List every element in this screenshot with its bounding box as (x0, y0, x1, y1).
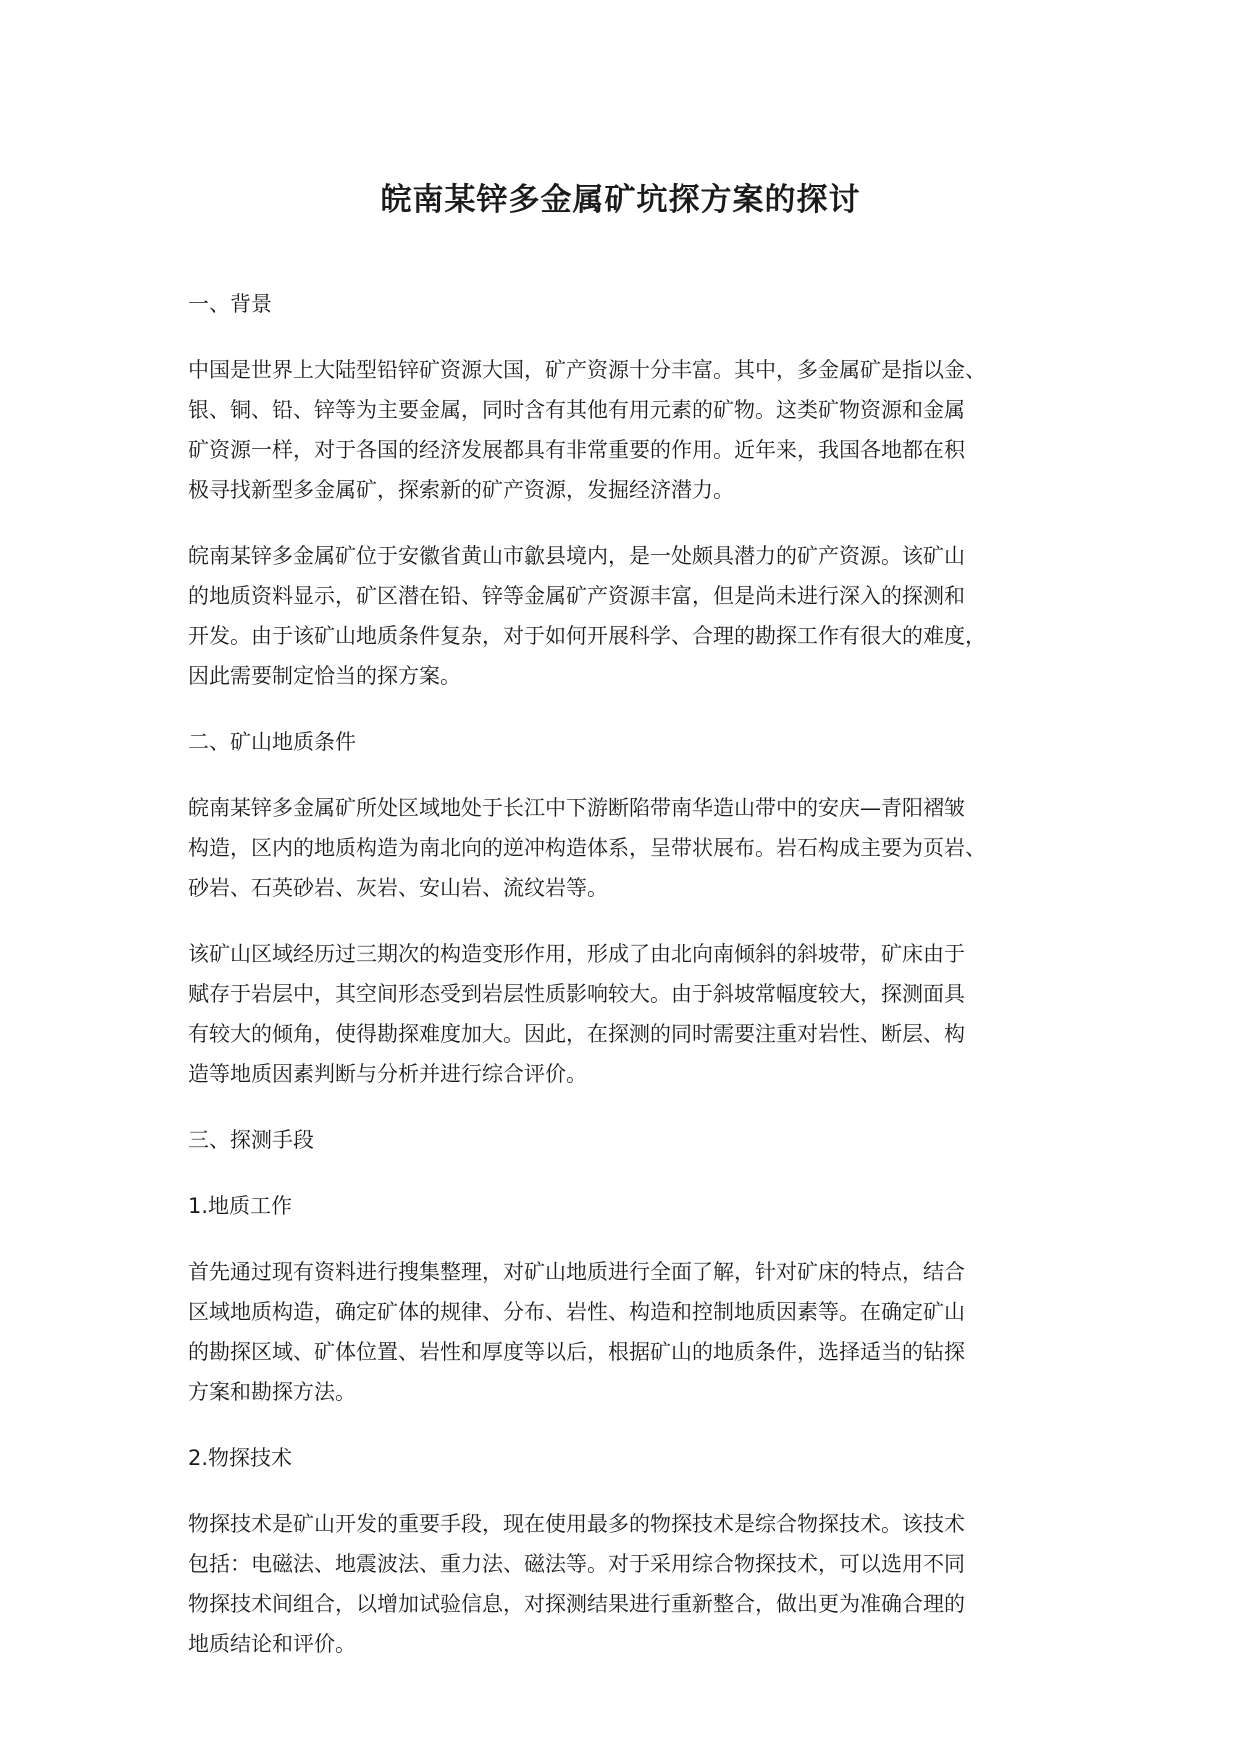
paragraph (188, 1252, 1068, 1412)
paragraph-line: 的勘探区域、矿体位置、岩性和厚度等以后，根据矿山的地质条件，选择适当的钻探 (188, 1340, 965, 1364)
paragraph-line: 有较大的倾角，使得勘探难度加大。因此，在探测的同时需要注重对岩性、断层、构 (188, 1022, 965, 1046)
paragraph-line: 矿资源一样，对于各国的经济发展都具有非常重要的作用。近年来，我国各地都在积 (188, 438, 965, 462)
section-heading-methods: 三、探测手段 (188, 1128, 314, 1152)
paragraph-line: 中国是世界上大陆型铅锌矿资源大国，矿产资源十分丰富。其中，多金属矿是指以金、 (188, 358, 986, 382)
paragraph-line: 赋存于岩层中，其空间形态受到岩层性质影响较大。由于斜坡常幅度较大，探测面具 (188, 982, 965, 1006)
paragraph-line: 因此需要制定恰当的探方案。 (188, 664, 461, 688)
paragraph-line: 包括：电磁法、地震波法、重力法、磁法等。对于采用综合物探技术，可以选用不同 (188, 1552, 965, 1576)
paragraph-line: 极寻找新型多金属矿，探索新的矿产资源，发掘经济潜力。 (188, 478, 734, 502)
paragraph-line: 开发。由于该矿山地质条件复杂，对于如何开展科学、合理的勘探工作有很大的难度， (188, 624, 986, 648)
paragraph-line: 造等地质因素判断与分析并进行综合评价。 (188, 1062, 587, 1086)
paragraph (188, 1504, 1068, 1664)
paragraph-line: 皖南某锌多金属矿所处区域地处于长江中下游断陷带南华造山带中的安庆—青阳褶皱 (188, 796, 965, 820)
paragraph-line: 物探技术间组合，以增加试验信息，对探测结果进行重新整合，做出更为准确合理的 (188, 1592, 965, 1616)
paragraph-line: 砂岩、石英砂岩、灰岩、安山岩、流纹岩等。 (188, 876, 608, 900)
paragraph-line: 方案和勘探方法。 (188, 1380, 356, 1404)
section-heading-background: 一、背景 (188, 292, 272, 316)
document-title: 皖南某锌多金属矿坑探方案的探讨 (380, 182, 861, 218)
paragraph-line: 该矿山区域经历过三期次的构造变形作用，形成了由北向南倾斜的斜坡带，矿床由于 (188, 942, 965, 966)
paragraph (188, 934, 1068, 1094)
paragraph (188, 350, 1068, 510)
paragraph-line: 地质结论和评价。 (188, 1632, 356, 1656)
subsection-heading-geological-work: 1.地质工作 (188, 1194, 293, 1218)
paragraph-line: 物探技术是矿山开发的重要手段，现在使用最多的物探技术是综合物探技术。该技术 (188, 1512, 965, 1536)
paragraph-line: 区域地质构造，确定矿体的规律、分布、岩性、构造和控制地质因素等。在确定矿山 (188, 1300, 965, 1324)
paragraph (188, 536, 1068, 696)
paragraph-line: 银、铜、铅、锌等为主要金属，同时含有其他有用元素的矿物。这类矿物资源和金属 (188, 398, 965, 422)
paragraph-line: 的地质资料显示，矿区潜在铅、锌等金属矿产资源丰富，但是尚未进行深入的探测和 (188, 584, 965, 608)
section-heading-geology: 二、矿山地质条件 (188, 730, 356, 754)
paragraph (188, 788, 1068, 908)
paragraph-line: 首先通过现有资料进行搜集整理，对矿山地质进行全面了解，针对矿床的特点，结合 (188, 1260, 965, 1284)
paragraph-line: 构造，区内的地质构造为南北向的逆冲构造体系，呈带状展布。岩石构成主要为页岩、 (188, 836, 986, 860)
document-body (188, 284, 1068, 1664)
subsection-heading-geophysics: 2.物探技术 (188, 1446, 293, 1470)
paragraph-line: 皖南某锌多金属矿位于安徽省黄山市歙县境内，是一处颇具潜力的矿产资源。该矿山 (188, 544, 965, 568)
